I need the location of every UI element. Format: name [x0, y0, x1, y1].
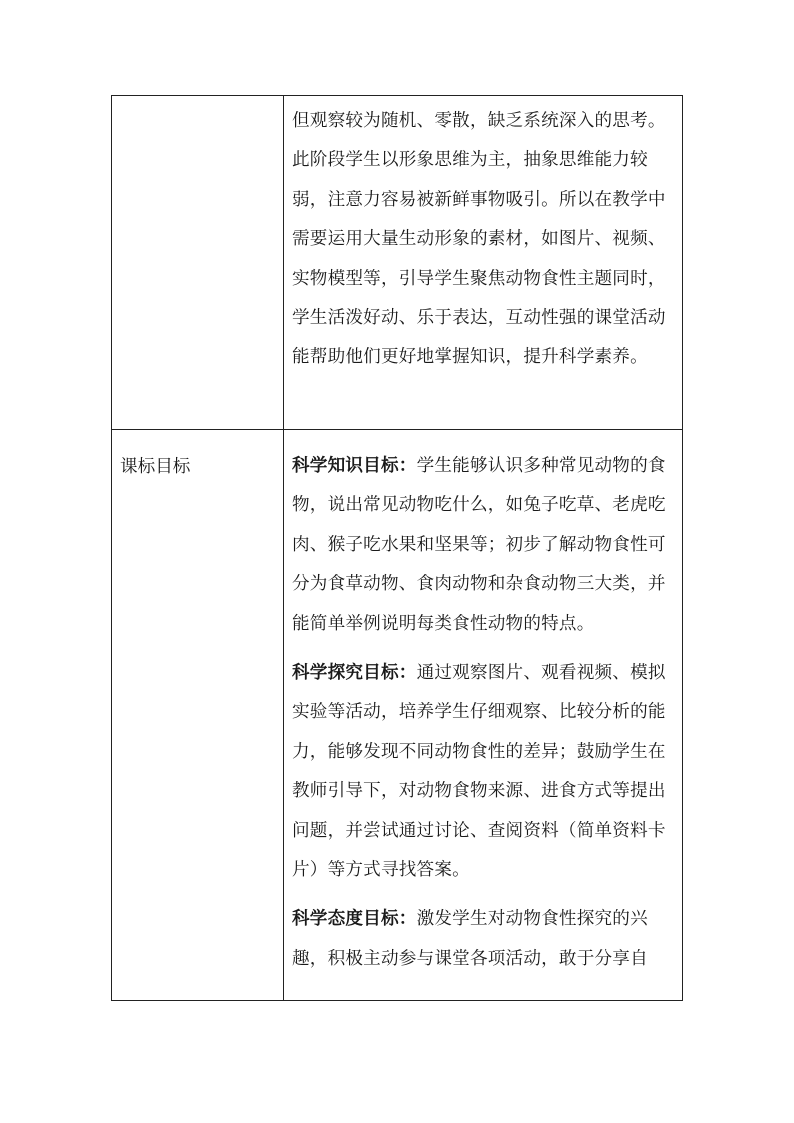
- inquiry-objective-paragraph: [292, 654, 676, 890]
- row-label: 课标目标: [120, 457, 191, 477]
- paragraph-text: 但观察较为随机、零散，缺乏系统深入的思考。此阶段学生以形象思维为主，抽象思维能力较弱，注意力容易被新鲜事物吸引。所以在教学中需要运用大量生动形象的素材，如图片、视频、实物模型等，引导学生聚焦动物食性主题同时，学生活泼好动、乐于表达，互动性强的课堂活动能帮助他们更好地掌握知识，提升科学素养。: [292, 111, 666, 368]
- paragraph-text: 激发学生对动物食性探究的兴趣，积极主动参与课堂各项活动，敢于分享自: [292, 909, 648, 969]
- paragraph-text: 通过观察图片、观看视频、模拟实验等活动，培养学生仔细观察、比较分析的能力，能够发现不同动物食性的差异；鼓励学生在教师引导下，对动物食物来源、进食方式等提出问题，并尝试通过讨论、查阅资料（简单资料卡片）等方式寻找答案。: [292, 663, 666, 881]
- paragraph-text: 学生能够认识多种常见动物的食物，说出常见动物吃什么，如兔子吃草、老虎吃肉、猴子吃水果和坚果等；初步了解动物食性可分为食草动物、食肉动物和杂食动物三大类，并能简单举例说明每类食性动物的特点。: [292, 456, 666, 634]
- row-content-cell: [284, 96, 683, 430]
- row-content-cell: [284, 430, 683, 1001]
- row-label-cell: [112, 96, 284, 430]
- document-table: [111, 95, 683, 1001]
- paragraph-lead: 科学态度目标：: [292, 909, 417, 930]
- row-label: [112, 96, 283, 114]
- paragraph: [292, 102, 676, 378]
- paragraph-lead: 科学探究目标：: [292, 663, 417, 684]
- row-label-cell: [112, 430, 284, 1001]
- knowledge-objective-paragraph: [292, 447, 676, 644]
- table-row: [112, 96, 683, 430]
- paragraph-lead: 科学知识目标：: [292, 456, 417, 476]
- table-row: [112, 430, 683, 1001]
- attitude-objective-paragraph: [292, 900, 676, 979]
